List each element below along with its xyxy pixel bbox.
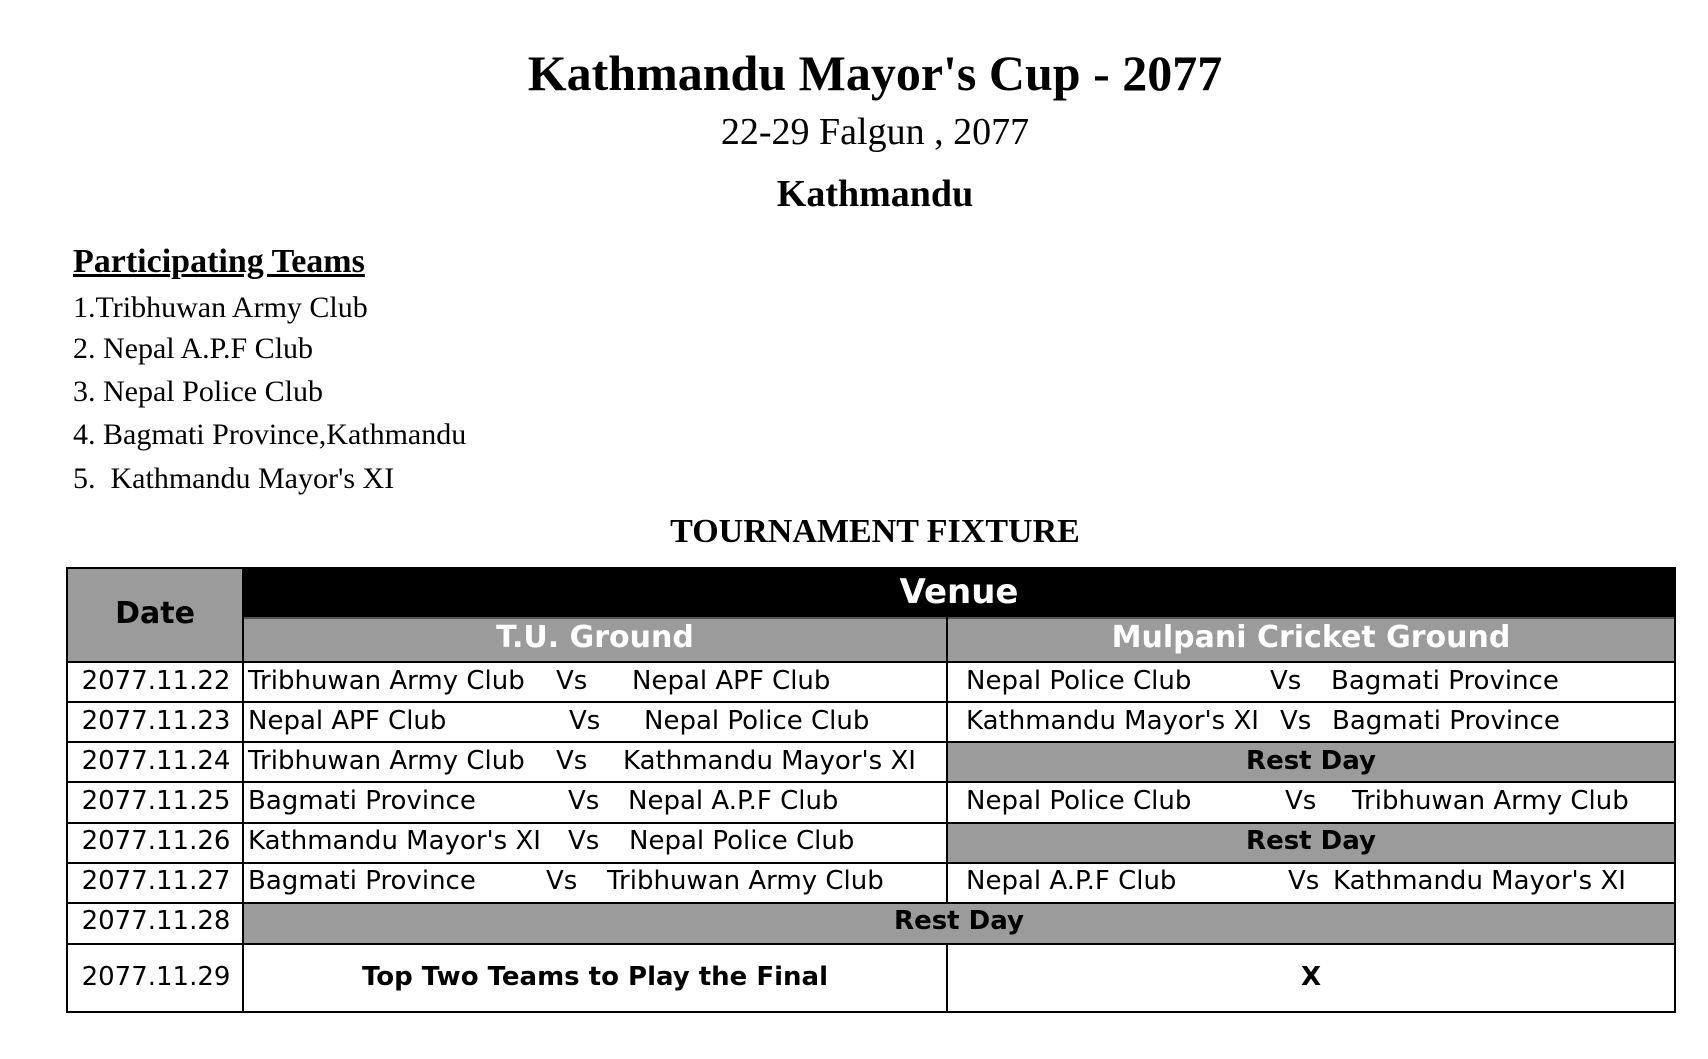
row-date: 2077.11.29 xyxy=(81,962,231,992)
team-name: Bagmati Province xyxy=(1331,666,1559,696)
team-name: Nepal APF Club xyxy=(248,706,447,736)
row-date: 2077.11.28 xyxy=(81,906,231,936)
row-date: 2077.11.26 xyxy=(81,826,231,856)
vs-label: Vs xyxy=(568,786,600,816)
team-name: Bagmati Province xyxy=(1332,706,1560,736)
team-name: Kathmandu Mayor's XI xyxy=(966,706,1259,736)
team-name: Nepal Police Club xyxy=(644,706,870,736)
team-name: Nepal APF Club xyxy=(632,666,831,696)
rest-day-label: Rest Day xyxy=(1246,746,1376,776)
team-item: 1.Tribhuwan Army Club xyxy=(73,291,368,324)
team-name: Nepal A.P.F Club xyxy=(628,786,839,816)
vs-label: Vs xyxy=(556,666,588,696)
page-title: Kathmandu Mayor's Cup - 2077 xyxy=(527,45,1223,101)
team-item: 4. Bagmati Province,Kathmandu xyxy=(73,418,467,451)
team-name: Nepal Police Club xyxy=(966,666,1192,696)
final-x-mark: X xyxy=(1300,962,1322,992)
vs-label: Vs xyxy=(1285,786,1317,816)
team-name: Tribhuwan Army Club xyxy=(1352,786,1629,816)
team-name: Nepal A.P.F Club xyxy=(966,866,1177,896)
team-name: Bagmati Province xyxy=(248,786,476,816)
team-item: 2. Nepal A.P.F Club xyxy=(73,332,314,365)
team-name: Tribhuwan Army Club xyxy=(248,746,525,776)
vs-label: Vs xyxy=(569,706,601,736)
row-date: 2077.11.25 xyxy=(81,786,231,816)
team-name: Tribhuwan Army Club xyxy=(248,666,525,696)
team-name: Tribhuwan Army Club xyxy=(607,866,884,896)
team-name: Nepal Police Club xyxy=(629,826,855,856)
vs-label: Vs xyxy=(1270,666,1302,696)
vs-label: Vs xyxy=(1280,706,1312,736)
row-date: 2077.11.24 xyxy=(81,746,231,776)
event-city: Kathmandu xyxy=(776,173,974,215)
rest-day-label: Rest Day xyxy=(1246,826,1376,856)
team-name: Kathmandu Mayor's XI xyxy=(623,746,916,776)
team-name: Kathmandu Mayor's XI xyxy=(248,826,541,856)
date-header: Date xyxy=(115,596,195,631)
team-item: 5. Kathmandu Mayor's XI xyxy=(73,462,395,495)
venue-tu-ground: T.U. Ground xyxy=(496,620,694,655)
team-name: Kathmandu Mayor's XI xyxy=(1333,866,1626,896)
rest-day-label: Rest Day xyxy=(894,906,1024,936)
vs-label: Vs xyxy=(546,866,578,896)
row-date: 2077.11.22 xyxy=(81,666,231,696)
venue-mulpani-ground: Mulpani Cricket Ground xyxy=(1111,620,1511,655)
event-dates: 22-29 Falgun , 2077 xyxy=(720,111,1030,153)
teams-heading: Participating Teams xyxy=(73,243,365,280)
vs-label: Vs xyxy=(1288,866,1320,896)
fixture-heading: TOURNAMENT FIXTURE xyxy=(670,513,1080,550)
team-name: Nepal Police Club xyxy=(966,786,1192,816)
team-item: 3. Nepal Police Club xyxy=(73,375,323,408)
vs-label: Vs xyxy=(568,826,600,856)
row-date: 2077.11.23 xyxy=(81,706,231,736)
row-date: 2077.11.27 xyxy=(81,866,231,896)
final-note: Top Two Teams to Play the Final xyxy=(361,962,829,992)
venue-header: Venue xyxy=(899,572,1019,612)
team-name: Bagmati Province xyxy=(248,866,476,896)
vs-label: Vs xyxy=(556,746,588,776)
